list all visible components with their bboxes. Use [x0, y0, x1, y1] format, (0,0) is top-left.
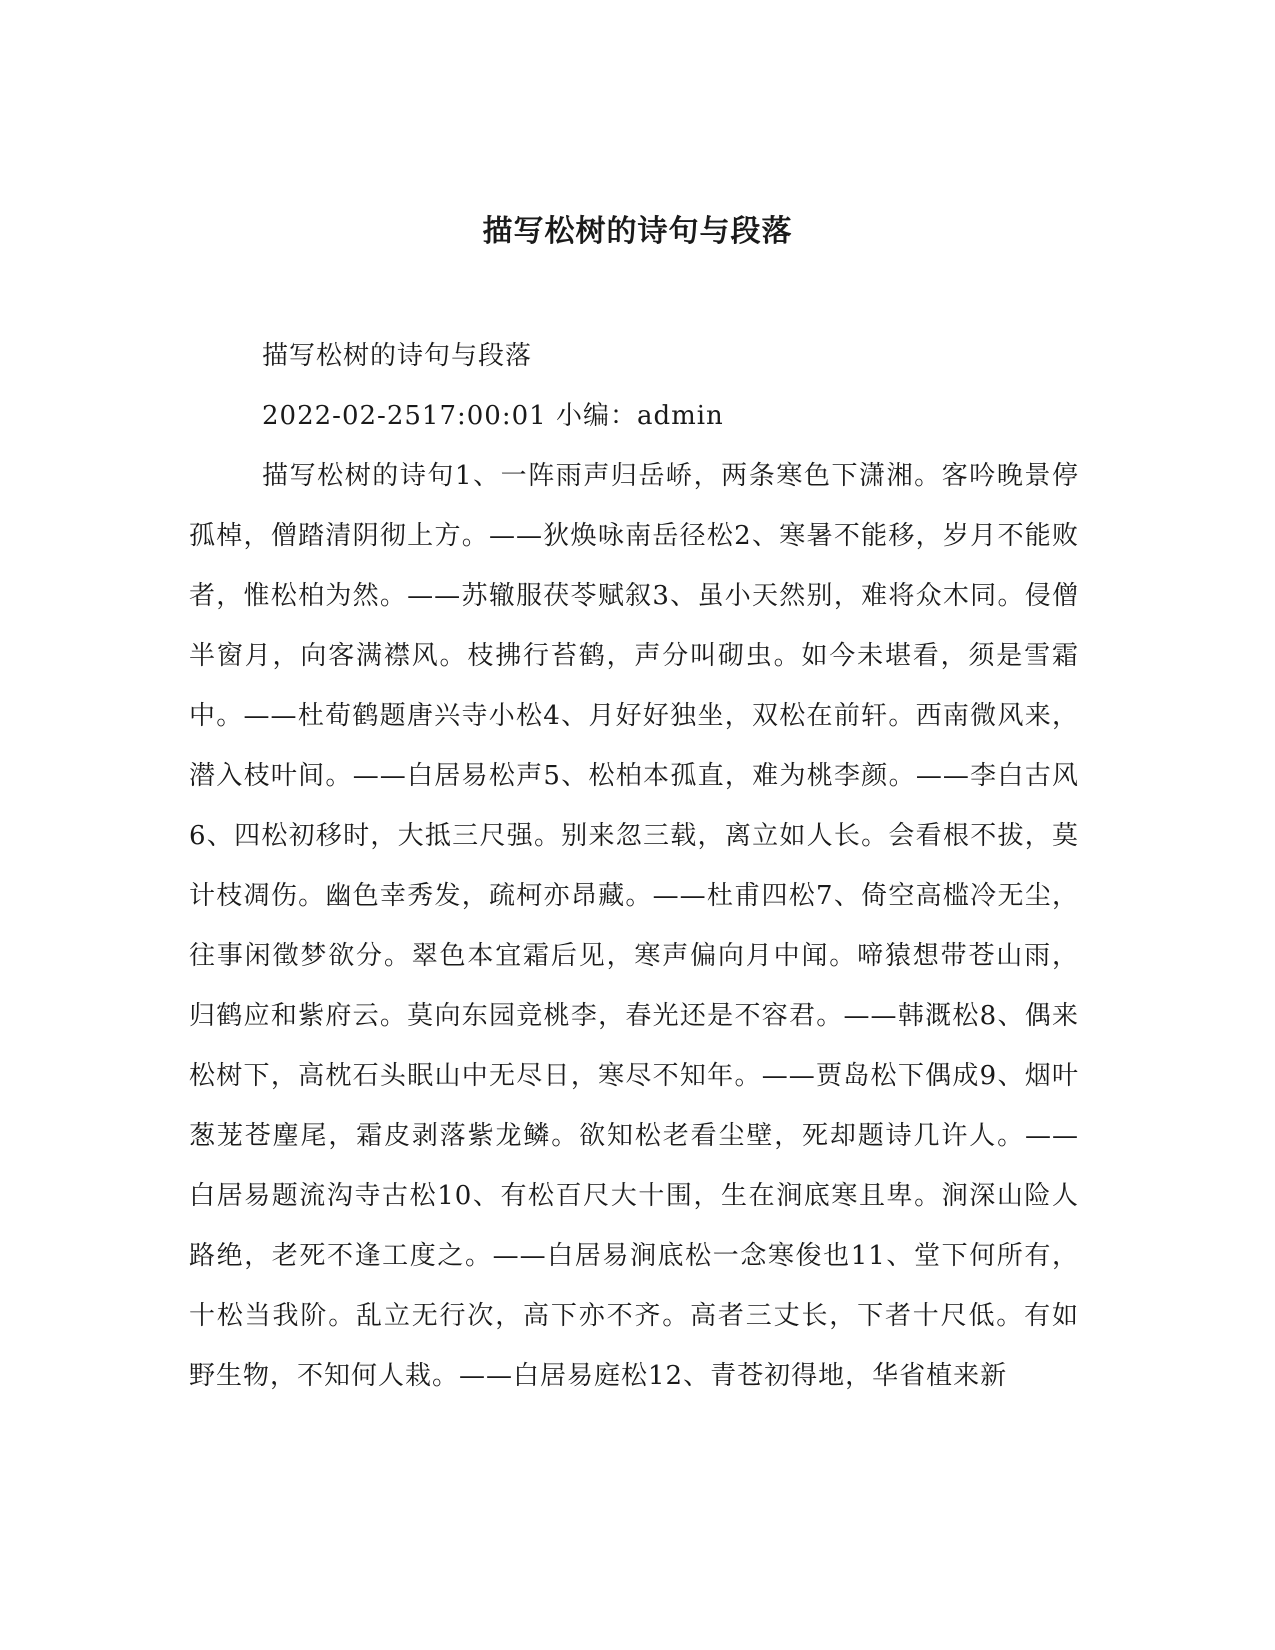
article-subtitle: 描写松树的诗句与段落 [262, 341, 533, 371]
article-body: 描写松树的诗句1、一阵雨声归岳峤，两条寒色下潇湘。客吟晚景停孤棹，僧踏清阴彻上方。——狄焕咏南岳径松2、寒暑不能移，岁月不能败者，惟松柏为然。——苏辙服茯苓赋叙3、虽小天然别，难将众木同。侵僧半窗月，向客满襟风。枝拂行苔鹤，声分叫砌虫。如今未堪看，须是雪霜中。——杜荀鹤题唐兴寺小松4、月好好独坐，双松在前轩。西南微风来，潜入枝叶间。——白居易松声5、松柏本孤直，难为桃李颜。——李白古风6、四松初移时，大抵三尺强。别来忽三载，离立如人长。会看根不拔，莫计枝凋伤。幽色幸秀发，疏柯亦昂藏。——杜甫四松7、倚空高槛冷无尘，往事闲徵梦欲分。翠色本宜霜后见，寒声偏向月中闻。啼猿想带苍山雨，归鹤应和紫府云。莫向东园竞桃李，春光还是不容君。——韩溉松8、偶来松树下，高枕石头眠山中无尽日，寒尽不知年。——贾岛松下偶成9、烟叶葱茏苍麈尾，霜皮剥落紫龙鳞。欲知松老看尘壁，死却题诗几许人。——白居易题流沟寺古松10、有松百尺大十围，生在涧底寒且卑。涧深山险人路绝，老死不逢工度之。——白居易涧底松一念寒俊也11、堂下何所有，十松当我阶。乱立无行次，高下亦不齐。高者三丈长，下者十尺低。有如野生物，不知何人栽。——白居易庭松12、青苍初得地，华省植来新 [189, 461, 1079, 1391]
document-title: 描写松树的诗句与段落 [482, 214, 793, 249]
article-meta: 2022-02-2517:00:01 小编：admin [262, 401, 724, 431]
